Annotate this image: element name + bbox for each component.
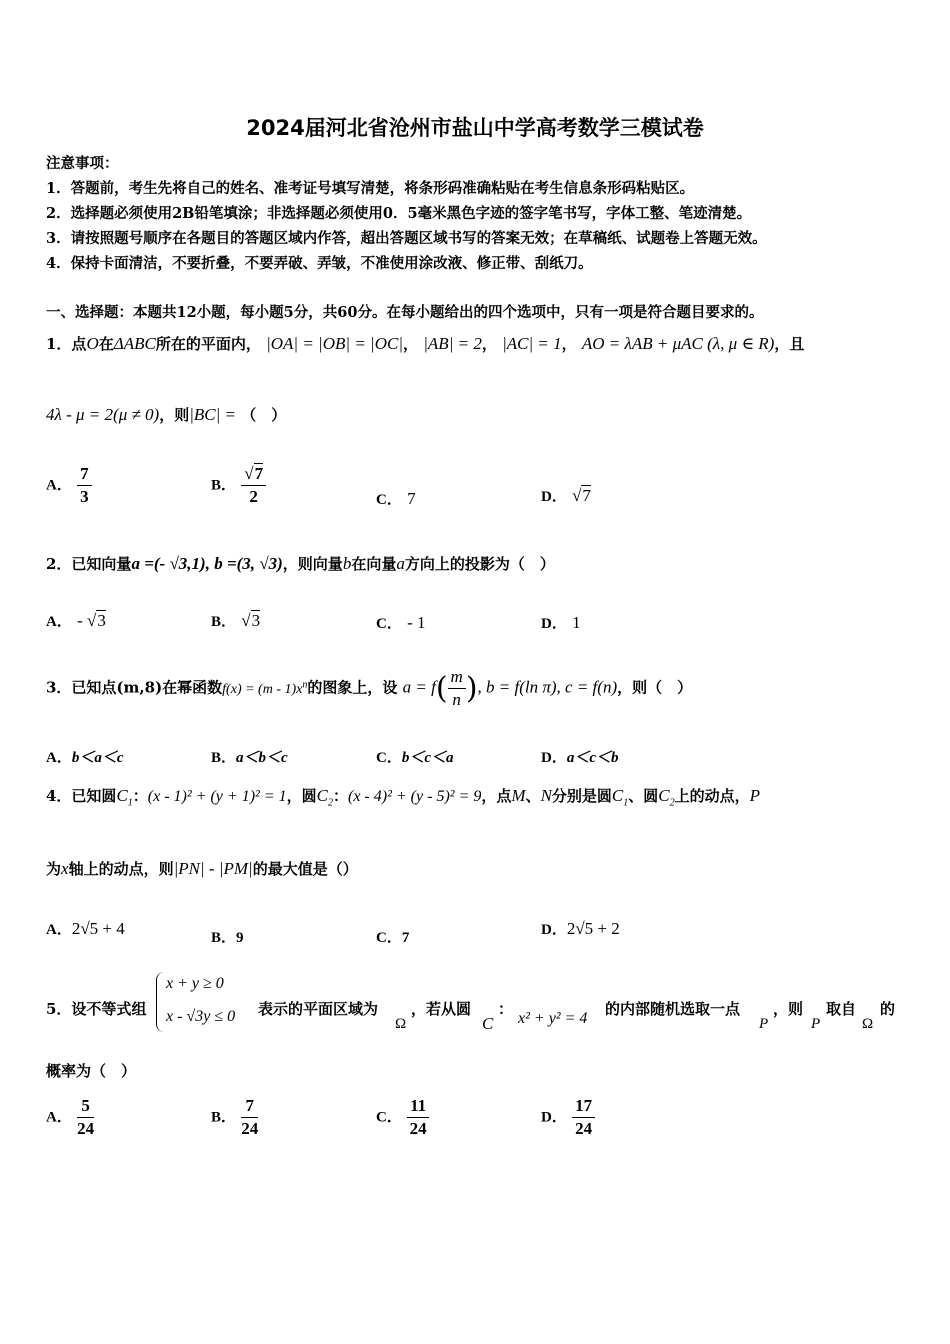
q5-text: 的内部随机选取一点 <box>605 1000 741 1018</box>
q5-math: P <box>811 1016 821 1032</box>
q5-option-d <box>541 1095 595 1140</box>
q1-math: |AC| = 1 <box>502 334 562 353</box>
q5-text: 表示的平面区域为 <box>258 1000 379 1018</box>
q4-text: ，点 <box>481 787 512 805</box>
option-value: b＜a＜c <box>71 750 124 766</box>
option-label: C． <box>376 930 402 946</box>
option-value: √3 <box>241 611 261 630</box>
denominator: 2 <box>249 487 258 506</box>
section-heading: 一、选择题：本题共12小题，每小题5分，共60分。在每小题给出的四个选项中，只有一项是符合题目要求的。 <box>46 304 764 321</box>
q4-option-d <box>541 918 620 939</box>
q5-option-a <box>46 1095 94 1140</box>
option-label: C． <box>376 616 402 632</box>
q3-option-b <box>211 746 288 767</box>
q1-math: |AB| = 2 <box>423 334 482 353</box>
fraction <box>407 1095 429 1140</box>
denominator: 24 <box>575 1119 593 1138</box>
option-value: 1 <box>572 613 581 632</box>
q3-option-a <box>46 746 124 767</box>
denominator: n <box>452 690 461 709</box>
q1-option-c <box>376 488 416 509</box>
option-value: 9 <box>236 930 244 946</box>
q3-math: a = f <box>402 677 436 697</box>
numerator: 7 <box>241 1095 258 1118</box>
option-label: A． <box>46 477 72 494</box>
q1-text: ， <box>403 335 419 353</box>
q5-text: 取自 <box>826 1000 857 1018</box>
q4-math: |PN| - |PM| <box>173 859 253 878</box>
q4-text: 的最大值是（） <box>252 860 358 878</box>
q1-text: ， <box>481 335 497 353</box>
notice-item: 2．选择题必须使用2B铅笔填涂；非选择题必须使用0．5毫米黑色字迹的签字笔书写，字体工整、笔迹清楚。 <box>46 205 752 222</box>
question-5 <box>46 998 146 1019</box>
q2-text: 方向上的投影为（ ） <box>404 555 555 573</box>
q3-math: , b = f(ln π), c = f(n) <box>477 677 618 697</box>
q1-text: ，且 <box>774 335 805 353</box>
q5-math: C <box>482 1014 494 1033</box>
q4-option-b <box>211 926 244 947</box>
option-label: B． <box>211 614 237 630</box>
numerator: √7 <box>241 463 266 486</box>
q2-math: a <box>396 554 405 573</box>
option-label: C． <box>376 750 402 766</box>
q5-text: ： <box>498 1000 514 1018</box>
numerator: m <box>448 666 466 689</box>
q4-math: P <box>749 786 761 805</box>
q1-text: （ ） <box>241 406 287 424</box>
q5-text: ，若从圆 <box>411 1000 472 1018</box>
fraction <box>77 1095 94 1140</box>
question-1 <box>46 333 804 354</box>
q3-text: 3．已知点(m,8)在幂函数 <box>46 678 223 697</box>
notice-item: 4．保持卡面清洁，不要折叠，不要弄破、弄皱，不准使用涂改液、修正带、刮纸刀。 <box>46 255 593 272</box>
denominator: 24 <box>409 1119 427 1138</box>
radicand: 7 <box>254 464 264 483</box>
option-value: 2√5 + 4 <box>71 919 125 938</box>
question-1-cont <box>46 404 286 425</box>
fraction <box>241 463 266 508</box>
q4-math: C <box>316 786 328 805</box>
q4-text: 、圆 <box>628 787 659 805</box>
q4-option-a <box>46 918 125 939</box>
q4-math: M <box>511 786 526 805</box>
q5-option-c <box>376 1095 429 1140</box>
question-4 <box>46 785 760 808</box>
denominator: 3 <box>80 487 89 506</box>
q2-option-d <box>541 612 581 633</box>
notice-item: 1．答题前，考生先将自己的姓名、准考证号填写清楚，将条形码准确粘贴在考生信息条形码粘贴区。 <box>46 180 695 197</box>
q3-text: ，则（ ） <box>617 678 693 697</box>
option-label: C． <box>376 1109 402 1126</box>
q5-math: Ω <box>395 1016 407 1032</box>
radicand: 3 <box>97 611 106 630</box>
q5-math: x + y ≥ 0 <box>166 975 224 992</box>
exponent: n <box>302 678 308 690</box>
numerator: 17 <box>572 1095 595 1118</box>
q5-math: x² + y² = 4 <box>518 1010 588 1027</box>
q2-option-a <box>46 610 106 631</box>
page-title: 2024届河北省沧州市盐山中学高考数学三模试卷 <box>246 116 704 140</box>
q5-text: 概率为（ ） <box>46 1062 137 1080</box>
option-value: √7 <box>572 486 591 505</box>
option-label: D． <box>541 750 567 766</box>
q4-math: C <box>658 786 670 805</box>
subscript: 2 <box>327 797 333 809</box>
q3-math: f(x) = (m - 1)x <box>222 681 303 697</box>
q3-text: 的图象上，设 <box>307 678 398 697</box>
numerator: 7 <box>77 463 92 486</box>
q4-text: 轴上的动点，则 <box>68 860 174 878</box>
numerator: 5 <box>77 1095 94 1118</box>
option-label: D． <box>541 1109 567 1126</box>
subscript: 1 <box>127 797 133 809</box>
q5-math: Ω <box>862 1016 874 1032</box>
q4-text: 4．已知圆 <box>46 787 117 805</box>
subscript: 1 <box>623 797 629 809</box>
q1-math: O <box>86 334 99 353</box>
question-4-cont <box>46 858 358 879</box>
option-value: 7 <box>407 489 416 508</box>
notice-heading: 注意事项： <box>46 155 119 172</box>
option-label: A． <box>46 1109 72 1126</box>
q5-math: P <box>759 1016 769 1032</box>
numerator: 11 <box>407 1095 429 1118</box>
q1-text: ， <box>561 335 577 353</box>
q1-math: AO = λAB + μAC (λ, μ ∈ R) <box>581 334 775 353</box>
q5-text: ，则 <box>773 1000 804 1018</box>
q2-math: b <box>342 554 352 573</box>
fraction <box>241 1095 258 1140</box>
option-value: a＜b＜c <box>236 750 288 766</box>
q1-text: 所在的平面内， <box>155 335 261 353</box>
fraction <box>572 1095 595 1140</box>
q5-option-b <box>211 1095 258 1140</box>
option-label: B． <box>211 477 237 494</box>
fraction <box>77 463 92 508</box>
option-value: b＜c＜a <box>401 750 454 766</box>
option-label: A． <box>46 750 72 766</box>
q2-text: 在向量 <box>351 555 397 573</box>
q4-math: N <box>540 786 552 805</box>
option-label: C． <box>376 492 402 508</box>
q5-text: 5．设不等式组 <box>46 1000 147 1018</box>
q5-math: x - √3y ≤ 0 <box>166 1008 236 1025</box>
option-label: B． <box>211 1109 237 1126</box>
q4-math: C <box>116 786 128 805</box>
option-label: D． <box>541 489 567 505</box>
option-value: - √3 <box>77 611 106 630</box>
fraction <box>448 666 466 711</box>
notice-item: 3．请按照题号顺序在各题目的答题区域内作答，超出答题区域书写的答案无效；在草稿纸、试题卷上答题无效。 <box>46 230 767 247</box>
option-label: B． <box>211 750 237 766</box>
q2-text: ，则向量 <box>282 555 343 573</box>
option-label: B． <box>211 930 237 946</box>
option-value: - 1 <box>407 613 426 632</box>
q2-math: a =(- √3,1), b =(3, √3) <box>131 554 283 573</box>
q1-option-d <box>541 485 591 506</box>
q4-math: x <box>61 859 69 878</box>
q2-text: 2．已知向量 <box>46 555 132 573</box>
q1-option-a <box>46 463 92 508</box>
q1-option-b <box>211 463 266 508</box>
option-value: a＜c＜b <box>566 750 619 766</box>
option-value: 7 <box>401 930 410 946</box>
radicand: 7 <box>582 486 591 505</box>
q4-text: 上的动点， <box>674 787 750 805</box>
q4-text: 、 <box>525 787 541 805</box>
question-3: 3．已知点(m,8)在幂函数$f(x) = (m - 1)x^n$的图象上，设 a = f( $\frac{m}{n}$ ), b = f(ln π), c = f(n)，则（ ） <box>46 667 693 709</box>
q1-math: 4λ - μ = 2(μ ≠ 0) <box>46 405 160 424</box>
radicand: 3 <box>251 611 261 630</box>
option-label: D． <box>541 616 567 632</box>
q2-option-c <box>376 612 426 633</box>
q4-text: ： <box>132 787 148 805</box>
q4-math: (x - 4)² + (y - 5)² = 9 <box>348 788 482 805</box>
option-label: A． <box>46 614 72 630</box>
q4-text: 为 <box>46 860 62 878</box>
q4-text: 分别是圆 <box>551 787 612 805</box>
denominator: 24 <box>241 1119 259 1138</box>
q4-text: ： <box>332 787 348 805</box>
denominator: 24 <box>77 1119 95 1138</box>
q3-option-d <box>541 746 619 767</box>
q2-option-b <box>211 610 260 631</box>
option-label: D． <box>541 922 567 938</box>
q1-text: 在 <box>98 335 114 353</box>
q1-math: |OA| = |OB| = |OC| <box>266 334 403 353</box>
option-value: 2√5 + 2 <box>566 919 620 938</box>
question-2 <box>46 553 555 574</box>
q4-option-c <box>376 926 409 947</box>
q3-option-c <box>376 746 454 767</box>
q4-math: C <box>611 786 624 805</box>
q4-text: ，圆 <box>286 787 317 805</box>
q1-math: ΔABC <box>113 334 156 353</box>
option-label: A． <box>46 922 72 938</box>
subscript: 2 <box>669 797 675 809</box>
minus-sign: - <box>77 611 87 630</box>
q1-text: 1．点 <box>46 335 87 353</box>
q1-text: ，则 <box>159 406 190 424</box>
q4-math: (x - 1)² + (y + 1)² = 1 <box>147 788 287 805</box>
q5-text: 的 <box>880 1000 896 1018</box>
q1-math: |BC| = <box>189 405 237 424</box>
